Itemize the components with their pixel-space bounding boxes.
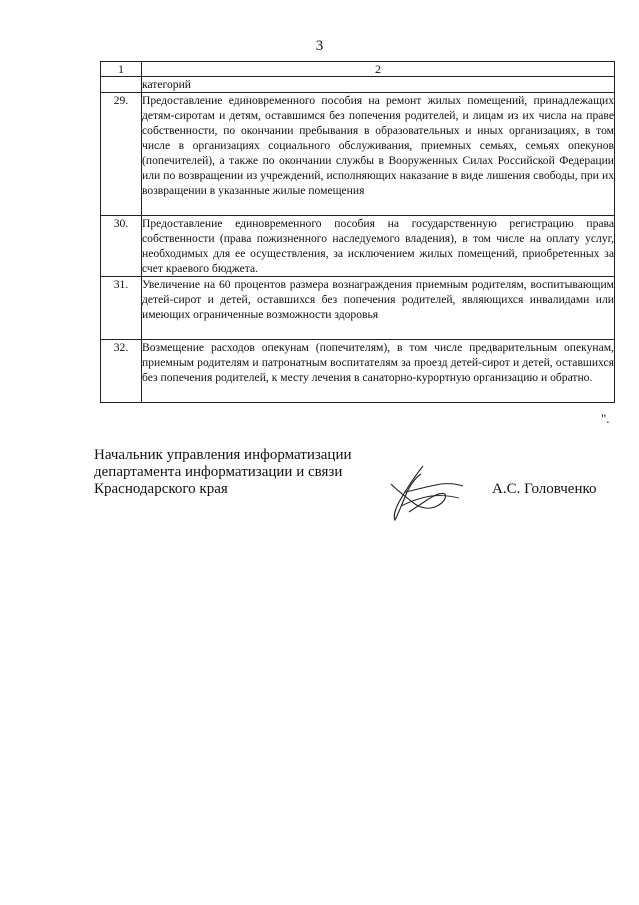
table-row	[101, 340, 615, 403]
table-row-continuation	[101, 77, 615, 93]
signer-position	[94, 447, 352, 498]
row-text-continuation: категорий	[142, 77, 615, 93]
row-text: Увеличение на 60 процентов размера вознаграждения приемным родителям, воспитывающим детей-сирот и детей, оставшихся без попечения родителей, являющихся инвалидами или имеющих ограниченные возможности здоровья	[142, 277, 615, 340]
signer-name: А.С. Головченко	[492, 481, 597, 497]
row-number: 32.	[101, 340, 142, 403]
document-table	[100, 61, 615, 403]
signer-position-line: Начальник управления информатизации	[94, 447, 352, 463]
handwritten-signature-icon	[385, 462, 465, 524]
row-number: 31.	[101, 277, 142, 340]
closing-quote-mark: ".	[601, 411, 610, 426]
table-row	[101, 277, 615, 340]
page-number: 3	[315, 38, 324, 54]
row-text: Возмещение расходов опекунам (попечителям), в том числе предварительным опекунам, приемным родителям и патронатным воспитателям за проезд детей-сирот и детей, оставшихся без попечения родителей, к месту лечения в санаторно-курортную организацию и обратно.	[142, 340, 615, 403]
table-row	[101, 93, 615, 216]
column-header-1: 1	[101, 62, 142, 77]
row-text: Предоставление единовременного пособия на ремонт жилых помещений, принадлежащих детям-сиротам и детям, оставшимся без попечения родителей, и лицам из их числа на праве собственности, по окончании пребывания в образовательных и иных организациях, в том числе в организациях социального обслуживания, приемных семьях, семьях опекунов (попечителей), а также по окончании службы в Вооруженных Силах Российской Федерации или по возвращении из учреждений, исполняющих наказание в виде лишения свободы, при их возвращении в указанные жилые помещения	[142, 93, 615, 216]
row-text: Предоставление единовременного пособия на государственную регистрацию права собственности (права пожизненного наследуемого владения), в том числе на оплату услуг, необходимых для ее осуществления, за исключением жилых помещений, приобретенных за счет краевого бюджета.	[142, 217, 614, 275]
table-row	[101, 216, 615, 277]
signer-position-line: департамента информатизации и связи	[94, 464, 343, 480]
column-header-2: 2	[142, 62, 615, 77]
row-number: 29.	[101, 93, 142, 216]
table-header-row	[101, 62, 615, 77]
row-number: 30.	[101, 216, 142, 277]
row-number-empty	[101, 77, 142, 93]
signer-position-line: Краснодарского края	[94, 481, 228, 497]
